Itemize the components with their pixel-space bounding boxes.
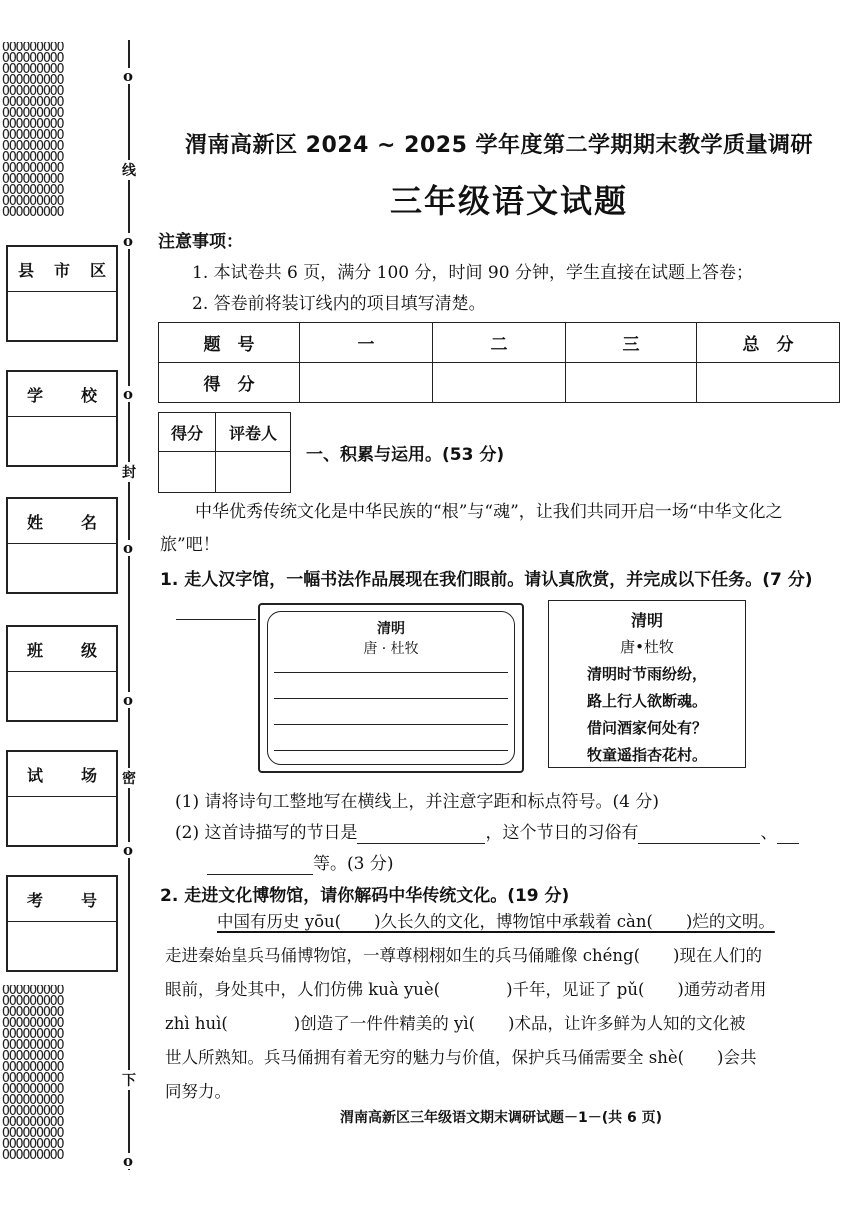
score-table	[158, 322, 840, 403]
binding-field-label	[8, 877, 116, 922]
exam-subtitle: 三年级语文试题	[390, 182, 629, 220]
binding-field-char: 试	[26, 765, 43, 785]
score-cell: 题 号	[159, 323, 300, 363]
binding-field	[6, 245, 118, 342]
binding-field-input[interactable]	[8, 672, 116, 720]
section-intro: 旅”吧！	[160, 535, 220, 555]
question-2-passage	[165, 905, 855, 1109]
page-footer: 渭南高新区三年级语文期末调研试题－1－(共 6 页)	[340, 1110, 663, 1126]
score-input-cell[interactable]	[433, 363, 566, 403]
writing-box-title: 清明	[377, 621, 405, 637]
binding-word: 封	[121, 462, 137, 482]
score-cell: 一	[300, 323, 433, 363]
question-1-sub-1: (1) 请将诗句工整地写在横线上，并注意字距和标点符号。(4 分)	[175, 792, 659, 812]
binding-field	[6, 370, 118, 467]
binding-field-char: 级	[80, 640, 97, 660]
writing-box-author: 唐 · 杜牧	[363, 641, 419, 657]
answer-blank-festival[interactable]	[357, 823, 485, 844]
poem-box	[548, 600, 746, 768]
question-1-sub-2: (2) 这首诗描写的节日是 ，这个节日的习俗有 、	[175, 818, 799, 844]
score-input-cell[interactable]	[697, 363, 840, 403]
binding-circle: o	[120, 842, 136, 858]
answer-blank-custom-1[interactable]	[638, 823, 760, 844]
notice-heading: 注意事项：	[158, 232, 243, 252]
poem-line: 牧童遥指杏花村。	[586, 746, 707, 764]
poem-line: 借问酒家何处有？	[586, 719, 707, 737]
notice-item: 1. 本试卷共 6 页，满分 100 分，时间 90 分钟，学生直接在试题上答卷；	[192, 263, 753, 283]
passage-line: 走进秦始皇兵马俑博物馆，一尊尊栩栩如生的兵马俑雕像 chéng( )现在人们的	[165, 946, 762, 965]
binding-field-label	[8, 752, 116, 797]
writing-box	[258, 603, 524, 773]
score-input-cell[interactable]	[566, 363, 697, 403]
question-1: 1. 走人汉字馆，一幅书法作品展现在我们眼前。请认真欣赏，并完成以下任务。(7 分)	[160, 570, 813, 590]
binding-field-input[interactable]	[8, 797, 116, 845]
binding-field-input[interactable]	[8, 922, 116, 970]
binding-circle: o	[120, 692, 136, 708]
binding-decoration-bottom: OOOOOOOOO OOOOOOOOO OOOOOOOOO OOOOOOOOO OOOOOOOOO OOOOOOOOO OOOOOOOOO OOOOOOOOO OOOOOOOOO OOOOOOOOO OOOOOOOOO OOOOOOOOO OOOOOOOOO OOOOOOOOO OOOOOOOOO OOOOOOOOO	[2, 985, 64, 1163]
binding-field	[6, 875, 118, 972]
binding-field-char: 名	[80, 512, 97, 532]
notice-item: 2. 答卷前将装订线内的项目填写清楚。	[192, 294, 486, 314]
binding-field-char: 县	[17, 260, 34, 280]
writing-line[interactable]	[274, 698, 508, 699]
binding-field	[6, 750, 118, 847]
binding-field-char: 校	[80, 385, 97, 405]
binding-field-label	[8, 499, 116, 544]
decorative-line	[176, 619, 256, 620]
binding-circle: o	[120, 1153, 136, 1169]
question-2: 2. 走进文化博物馆，请你解码中华传统文化。(19 分)	[160, 886, 570, 906]
score-cell: 得 分	[159, 363, 300, 403]
binding-field-char: 市	[53, 260, 70, 280]
grader-score-label: 得分	[159, 413, 216, 452]
binding-field	[6, 497, 118, 594]
poem-author: 唐•杜牧	[620, 638, 674, 656]
binding-circle: o	[120, 68, 136, 84]
question-1-sub-2-cont: 等。(3 分)	[207, 849, 393, 875]
passage-line: 世人所熟知。兵马俑拥有着无穷的魅力与价值，保护兵马俑需要全 shè( )会共	[165, 1048, 757, 1067]
passage-line: zhì huì( )创造了一件件精美的 yì( )术品，让许多鲜为人知的文化被	[165, 1014, 746, 1033]
section-heading: 一、积累与运用。(53 分)	[306, 445, 505, 465]
binding-field-label	[8, 372, 116, 417]
binding-field-char: 场	[80, 765, 97, 785]
binding-field-label	[8, 627, 116, 672]
score-input-cell[interactable]	[300, 363, 433, 403]
section-intro: 中华优秀传统文化是中华民族的“根”与“魂”，让我们共同开启一场“中华文化之	[195, 502, 783, 522]
binding-field-label	[8, 247, 116, 292]
answer-blank-custom-2[interactable]	[777, 823, 799, 844]
binding-field-char: 区	[89, 260, 106, 280]
passage-line: 同努力。	[165, 1082, 231, 1101]
score-table-row	[159, 363, 840, 403]
binding-field-char: 姓	[26, 512, 43, 532]
binding-circle: o	[120, 233, 136, 249]
binding-field-input[interactable]	[8, 417, 116, 465]
binding-field-char: 号	[80, 890, 97, 910]
binding-word: 线	[121, 160, 137, 180]
binding-field	[6, 625, 118, 722]
score-table-header-row	[159, 323, 840, 363]
exam-title: 渭南高新区 2024 ~ 2025 学年度第二学期期末教学质量调研	[185, 133, 814, 158]
binding-word: 密	[121, 768, 137, 788]
binding-circle: o	[120, 386, 136, 402]
binding-field-char: 考	[26, 890, 43, 910]
passage-line: 中国有历史 yōu( )久长久的文化，博物馆中承载着 càn( )烂的文明。	[217, 912, 775, 931]
binding-word: 下	[121, 1070, 137, 1090]
poem-line: 清明时节雨纷纷，	[586, 665, 707, 683]
writing-line[interactable]	[274, 672, 508, 673]
binding-line	[128, 40, 130, 1170]
binding-circle: o	[120, 540, 136, 556]
writing-line[interactable]	[274, 750, 508, 751]
score-cell: 总 分	[697, 323, 840, 363]
score-cell: 三	[566, 323, 697, 363]
grader-table	[158, 412, 291, 493]
answer-blank-custom-3[interactable]	[207, 854, 313, 875]
grader-name-cell[interactable]	[216, 452, 291, 493]
passage-line: 眼前，身处其中，人们仿佛 kuà yuè( )千年，见证了 pǔ( )通劳动者用	[165, 980, 767, 999]
binding-decoration-top: OOOOOOOOO OOOOOOOOO OOOOOOOOO OOOOOOOOO OOOOOOOOO OOOOOOOOO OOOOOOOOO OOOOOOOOO OOOOOOOOO OOOOOOOOO OOOOOOOOO OOOOOOOOO OOOOOOOOO OOOOOOOOO OOOOOOOOO OOOOOOOOO	[2, 42, 64, 220]
binding-field-input[interactable]	[8, 544, 116, 592]
binding-field-char: 班	[26, 640, 43, 660]
grader-name-label: 评卷人	[216, 413, 291, 452]
poem-line: 路上行人欲断魂。	[586, 692, 707, 710]
grader-score-cell[interactable]	[159, 452, 216, 493]
poem-title: 清明	[630, 611, 663, 630]
writing-line[interactable]	[274, 724, 508, 725]
binding-field-input[interactable]	[8, 292, 116, 340]
binding-field-char: 学	[26, 385, 43, 405]
score-cell: 二	[433, 323, 566, 363]
